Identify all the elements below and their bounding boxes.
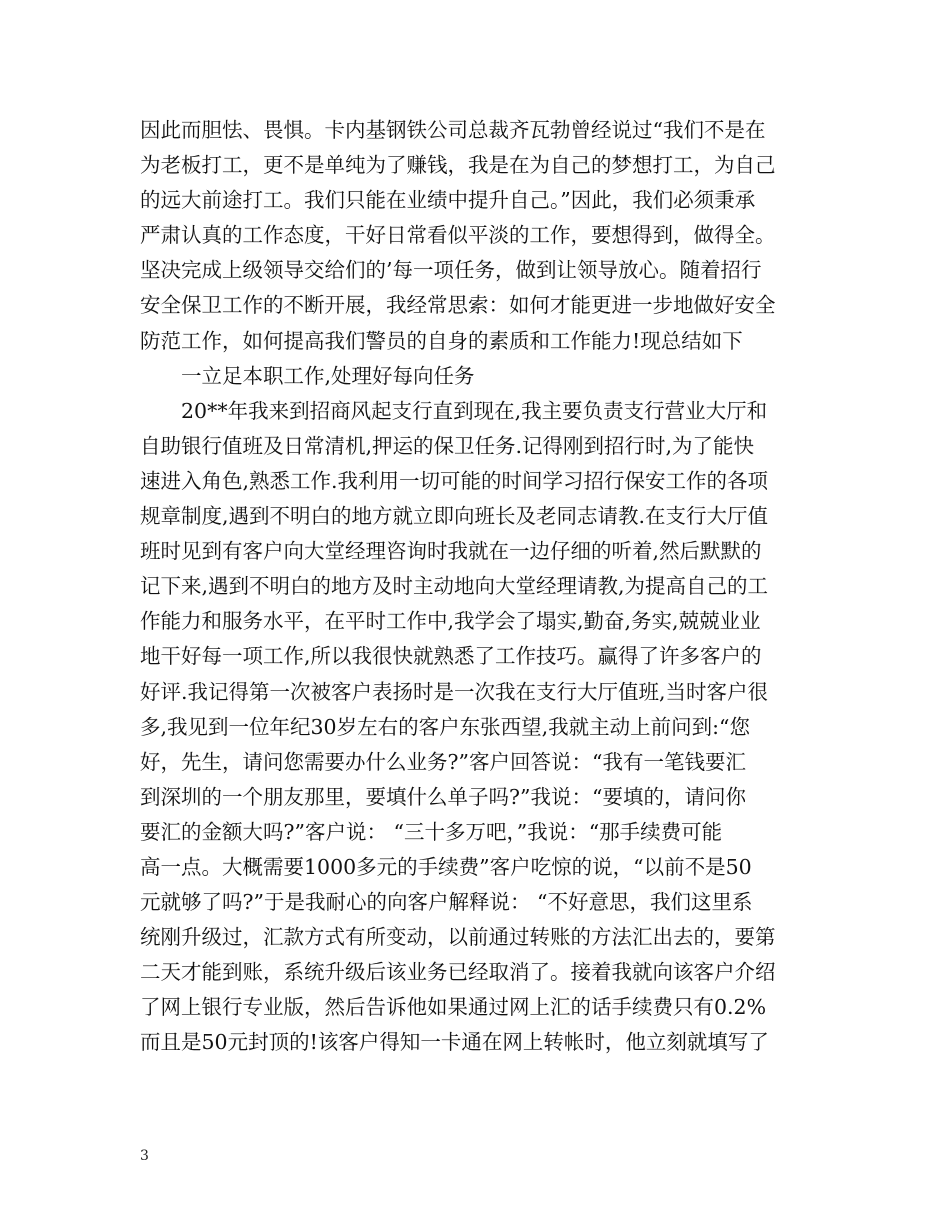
text-line: 地干好每一项工作,所以我很快就熟悉了工作技巧。赢得了许多客户的 xyxy=(140,644,762,669)
text-line: 元就够了吗?”于是我耐心的向客户解释说： “不好意思，我们这里系 xyxy=(140,890,753,915)
text-line: 的远大前途打工。我们只能在业绩中提升自己。”因此，我们必须秉承 xyxy=(140,188,756,213)
text-line: 严肃认真的工作态度，干好日常看似平淡的工作，要想得到，做得全。 xyxy=(140,223,776,248)
text-line: 为老板打工，更不是单纯为了赚钱，我是在为自己的梦想打工，为自己 xyxy=(140,153,776,178)
text-line: 要汇的金额大吗?”客户说： “三十多万吧，”我说：“那手续费可能 xyxy=(140,819,723,844)
text-line: 记下来,遇到不明白的地方及时主动地向大堂经理请教,为提高自己的工 xyxy=(140,574,769,599)
text-line: 因此而胆怯、畏惧。卡内基钢铁公司总裁齐瓦勃曾经说过“我们不是在 xyxy=(140,118,766,142)
text-line: 速进入角色,熟悉工作.我利用一切可能的时间学习招行保安工作的各项 xyxy=(140,468,769,493)
text-line: 了网上银行专业版，然后告诉他如果通过网上汇的话手续费只有0.2% xyxy=(140,995,767,1020)
text-line: 防范工作，如何提高我们警员的自身的素质和工作能力!现总结如下 xyxy=(140,328,743,353)
document-body xyxy=(140,113,820,1061)
text-line: 统刚升级过，汇款方式有所变动，以前通过转账的方法汇出去的，要第 xyxy=(140,925,776,950)
text-line: 自助银行值班及日常清机,押运的保卫任务.记得刚到招行时,为了能快 xyxy=(140,433,755,458)
text-line: 一立足本职工作,处理好每向任务 xyxy=(181,363,475,388)
text-line: 多,我见到一位年纪30岁左右的客户东张西望,我就主动上前问到:“您 xyxy=(140,714,751,739)
text-line: 高一点。大概需要1000多元的手续费”客户吃惊的说，“以前不是50 xyxy=(140,854,752,879)
page-number: 3 xyxy=(140,1148,149,1164)
text-line: 好，先生，请问您需要办什么业务?”客户回答说：“我有一笔钱要汇 xyxy=(140,749,746,774)
text-line: 好评.我记得第一次被客户表扬时是一次我在支行大厅值班,当时客户很 xyxy=(140,679,769,704)
text-line: 到深圳的一个朋友那里，要填什么单子吗?”我说：“要填的，请问你 xyxy=(140,784,746,809)
text-line: 安全保卫工作的不断开展，我经常思索：如何才能更进一步地做好安全 xyxy=(140,293,776,318)
text-line: 班时见到有客户向大堂经理咨询时我就在一边仔细的听着,然后默默的 xyxy=(140,539,762,564)
text-line: 而且是50元封顶的!该客户得知一卡通在网上转帐时，他立刻就填写了 xyxy=(140,1030,769,1055)
text-line: 坚决完成上级领导交给们的’每一项任务，做到让领导放心。随着招行 xyxy=(140,258,762,283)
text-line: 20**年我来到招商风起支行直到现在,我主要负责支行营业大厅和 xyxy=(181,398,768,423)
text-line: 规章制度,遇到不明白的地方就立即向班长及老同志请教.在支行大厅值 xyxy=(140,504,769,529)
text-line: 作能力和服务水平，在平时工作中,我学会了塌实,勤奋,务实,兢兢业业 xyxy=(140,609,761,634)
text-line: 二天才能到账，系统升级后该业务已经取消了。接着我就向该客户介绍 xyxy=(140,960,776,985)
